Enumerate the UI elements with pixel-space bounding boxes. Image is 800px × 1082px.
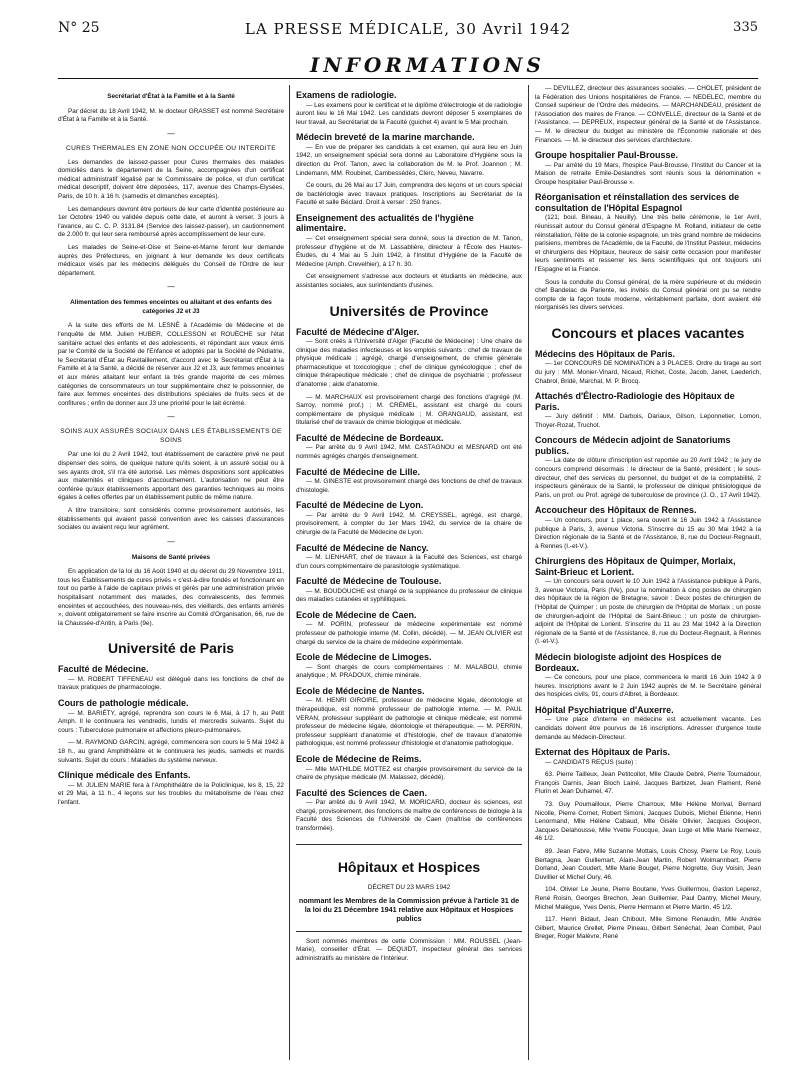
- banner-rule: [58, 78, 758, 79]
- entry-title: Cours de pathologie médicale.: [58, 698, 189, 709]
- entry-text: — Un concours sera ouvert le 10 Juin 1942 à l'Assistance publique à Paris, 3, avenue Victoria, Paris (IVe), pour la nomination à cinq postes de chirurgien des hôpitaux de la région de Bretagne, savoir : Deux postes de chirurgien de l'Hôpital de Quimper ; un poste de chirurgien de l'Hôpital de Morlaix ; un poste de chirurgien-adjoint de l'Hôpital de Saint-Brieuc ; un poste de chirurgien-adjoint de l'Hôpital de Lorient. S'inscrire du 11 au 23 Mai 1942 à la Direction régionale de la Santé et de l'Assistance, 8, rue du Docteur-Regnault, à Rennes (I.-et-V.).: [535, 578, 761, 646]
- entry-text: — Par arrêté du 9 Avril 1942, M. MORICARD, docteur ès sciences, est chargé, provisoirement, des fonctions de maître de conférences de biologie à la Faculté des Sciences de l'Université de Caen (maîtrise de conférences transformée).: [296, 799, 522, 832]
- decree-title: nommant les Membres de la Commission prévue à l'article 31 de la loi du 21 Décembre 1941 relative aux Hôpitaux et Hospices publics: [298, 895, 520, 923]
- decree-date: DÉCRET DU 23 MARS 1942: [367, 883, 451, 891]
- separator-dash: —: [167, 536, 175, 546]
- entry-text: — M. BARIÉTY, agrégé, reprendra son cours le 6 Mai, à 17 h, au Petit Amph. Il le continuera les vendredis, lundis et mercredis suivants. Sujet du cours : Tuberculose pulmonaire et affections pleuro-pulmonaires.: [58, 709, 284, 734]
- entry-title: Faculté de Médecine de Lyon.: [296, 500, 424, 511]
- list-item: 117. Henri Bidaut, Jean Chibout, Mlle Simone Renaudin, Mlle Andrée Gilbert, Maurice Grellet, Pierre Pineau, Gilbert Sénéchal, Jean Combet, Paul Breger, Roger Malèvre, René: [535, 916, 761, 941]
- entry-text: Ce cours, du 26 Mai au 17 Juin, comprendra des leçons et un cours spécial de bactériologie avec travaux pratiques. Inscriptions au Secrétariat de la Faculté et salle Béclard. Droit à verser : 250 francs.: [296, 182, 522, 207]
- notice-text: Les demandeurs devront être porteurs de leur carte d'identité postérieure au 1er Octobre 1940 ou validée depuis cette date, et auront à verser, 3 jours à l'avance, au C. C. P. 3131.84 (Service des laissez-passer), un cautionnement de 2.000 fr. qui leur sera remboursé après accomplissement de leur cure.: [58, 205, 284, 239]
- notice-text: Les demandes de laissez-passer pour Cures thermales des malades domiciliés dans le département de la Seine, accompagnées d'un certificat médical administratif légalisé par le Commissaire de police, et d'un certificat médical descriptif, doivent être déposées, 117, avenue des Champs-Elysées, Paris, de 10 h. à 16 h. (samedis et dimanches exceptés).: [58, 158, 284, 201]
- column-middle: [296, 85, 522, 1065]
- list-item: 73. Guy Poumailloux, Pierre Charroux, Mlle Hélène Morival, Bernard Nicolle, Pierre Cornet, Robert Simoni, Jacques Dubois, Michel Étienne, Henri Lenormand, Mlle Hélène Cabaud, Mlle Gisèle Olivier, Jacques Goujeon, Jacques Delahousse, Mlle Yvette Foucque, Jean Luge et Mlle Marie Nerneez, 46 1/2.: [535, 800, 761, 843]
- entry-title: Ecole de Médecine de Nantes.: [296, 685, 425, 696]
- entry-title: Groupe hospitalier Paul-Brousse.: [535, 150, 679, 161]
- section-heading: Université de Paris: [107, 640, 235, 657]
- entry-text: (121, boul. Bineau, à Neuilly). Une très belle cérémonie, le 1er Avril, réunissait autour du Consul général d'Espagne M. Rolland, initiateur de cette réinstallation, l'élite de la colonie espagnole, un très grand nombre de médecins parisiens, membres de l'Académie, de la Faculté, de l'Institut Pasteur, médecins et chirurgiens des Hôpitaux, heureux de saisir cette occasion pour manifester leurs sentiments et resserrer les liens scientifiques qui ont toujours uni l'Espagne et la France.: [535, 214, 761, 273]
- entry-text: — Jury définitif : MM. Darbois, Dariaux, Gilson, Leponnetier, Lomon, Thoyer-Rozat, Truchot.: [535, 413, 761, 429]
- notice-title: Secrétariat d'État à la Famille et à la Santé: [107, 93, 235, 100]
- section-banner: INFORMATIONS: [310, 53, 545, 77]
- entry-text: — M. BOUDOUCHE est chargé de la suppléance du professeur de clinique des maladies cutanées et syphilitiques.: [296, 587, 522, 604]
- entry-text: — M. MARCHAUX est provisoirement chargé des fonctions d'agrégé (M. Sarroy, nommé prof.) ; M. CRÉMEL, assistant est chargé du cours complémentaire de physique médicale ; M. GRANGAUD, assistant, est titularisé chef de travaux de chimie biologique et médicale.: [296, 393, 522, 427]
- entry-text: — En vue de préparer les candidats à cet examen, qui aura lieu en Juin 1942, un enseignement spécial sera donné au Laboratoire d'Hygiène sous la direction du Prof. Tanon, avec la collaboration de M. le Prof. Joannon ; M. Lindemann, MM. Roubinet, Cambessédès, Clerc, Neveu, Navarre.: [296, 143, 522, 177]
- entry-title: Faculté de Médecine de Lille.: [296, 466, 421, 477]
- entry-text: — Sont chargés de cours complémentaires : M. MALABOU, chimie analytique ; M. PRADOUX, chimie minérale.: [296, 663, 522, 680]
- entry-text: — Ce concours, pour une place, commencera le mardi 16 Juin 1942 à 9 heures. Inscriptions avant le 2 Juin 1942 auprès de M. le Secrétaire général des hospices civils, 91, cours d'Albret, à Bordeaux.: [535, 674, 761, 699]
- entry-title: Faculté des Sciences de Caen.: [296, 787, 428, 798]
- notice-text: A titre transitoire, sont considérés comme provisoirement autorisés, les établissements qui avaient passé convention avec les caisses d'assurances sociales ou avaient reçu leur agrément.: [58, 506, 284, 532]
- entry-title: Accoucheur des Hôpitaux de Rennes.: [535, 505, 697, 516]
- notice-text: Par décret du 18 Avril 1942, M. le docteur GRASSET est nommé Secrétaire d'État à la Famille et à la Santé.: [58, 107, 284, 124]
- notice-text: Par une loi du 2 Avril 1942, tout établissement de caractère privé ne peut dispenser des soins, de quelque nature qu'ils soient, à un assuré social ou à ses ayants droit, s'il n'a été autorisé. Les mêmes dispositions sont applicables aux maternités et cliniques d'accouchement. L'autorisation ne peut être conférée qu'aux établissements apportant des garanties techniques au moins égales à celles offertes par un établissement public de même nature.: [58, 451, 284, 502]
- entry-text: — Cet enseignement spécial sera donné, sous la direction de M. Tanon, professeur d'hygiène et de M. Lassablière, directeur à l'École des Hautes-Études, du 4 Mai au 5 Juin 1942, à l'Institut d'Hygiène de la Faculté de Médecine (Amph. Crevelhier), à 17 h. 30.: [296, 234, 522, 268]
- notice-title: Alimentation des femmes enceintes ou allaitant et des enfants des catégories J2 et J3: [70, 299, 272, 315]
- separator-dash: —: [167, 412, 175, 422]
- entry-text: — 1er CONCOURS DE NOMINATION à 3 PLACES. Ordre du tirage au sort du jury : MM. Monier-Vinard, Nicaud, Richet, Coste, Jacob, Janet, Laederich, Chabrol, Bridé, Marchal, M. P. Brocq.: [535, 360, 761, 385]
- entry-title: Médecin breveté de la marine marchande.: [296, 132, 475, 143]
- separator-dash: —: [167, 128, 175, 138]
- entry-text: — Les examens pour le certificat et le diplôme d'électrologie et de radiologie auront lieu le 16 Mai 1942. Les candidats devront déposer 5 exemplaires de leur travail, au Secrétariat de la Faculté (guichet 4) avant le 5 Mai prochain.: [296, 101, 522, 126]
- entry-text: Sous la conduite du Consul général, de la mère supérieure et du médecin chef Bandelac de Pariente, les invités du Consul général ont pu se rendre compte de la façon toute moderne, véritablement parfaite, dont avaient été réorganisés les divers services.: [535, 278, 761, 312]
- entry-text: — M. LIENHART, chef de travaux à la Faculté des Sciences, est chargé d'un cours complémentaire de parasitologie systématique.: [296, 554, 522, 570]
- entry-title: Attachés d'Électro-Radiologie des Hôpitaux de Paris.: [535, 391, 735, 412]
- entry-title: Enseignement des actualités de l'hygiène alimentaire.: [296, 212, 474, 234]
- entry-text: — CANDIDATS REÇUS (suite) :: [545, 758, 637, 766]
- entry-title: Ecole de Médecine de Limoges.: [296, 652, 432, 663]
- entry-title: Faculté de Médecine de Nancy.: [296, 542, 429, 553]
- entry-text: — Sont créés à l'Université d'Alger (Faculté de Médecine) : Une chaire de clinique des maladies infectieuses et les emplois suivants : chef de travaux de physique médicale ; agrégé, chargé d'enseignement, de chimie générale pharmaceutique et toxicologique ; chef de clinique gynécologique ; chef de clinique thérapeutique médicale ; chef de clinique de psychiatrie ; professeur d'anatomie ; aide d'anatomie.: [296, 338, 522, 388]
- list-item: 89. Jean Fabre, Mlle Suzanne Mottais, Louis Chosy, Pierre Le Roy, Louis Bertagna, Jean Guillemart, Alain-Jean Martin, Robert Wolmannbart, Pierre Dorland, Jean Coudert, Mlle Marie Bouget, Pierre Nogrette, Guy Voisin, Jean Duvillier et Michel Oury, 46.: [535, 847, 761, 881]
- notice-title: SOINS AUX ASSURÉS SOCIAUX DANS LES ÉTABLISSEMENTS DE SOINS: [60, 428, 282, 445]
- entry-title: Concours de Médecin adjoint de Sanatoriums publics.: [535, 435, 731, 456]
- section-heading: Hôpitaux et Hospices: [337, 858, 481, 875]
- entry-text: — Par arrêté du 19 Mars, l'hospice Paul-Brousse, l'Institut du Cancer et la Maison de retraite Emile-Deslandres sont réunis sous la dénomination « Groupe hospitalier Paul-Brousse ».: [535, 161, 761, 186]
- entry-title: Chirurgiens des Hôpitaux de Quimper, Morlaix, Saint-Brieuc et Lorient.: [535, 556, 736, 577]
- entry-title: Faculté de Médecine de Bordeaux.: [296, 432, 444, 443]
- separator-dash: —: [167, 282, 175, 292]
- entry-title: Examens de radiologie.: [296, 90, 397, 100]
- entry-title: Ecole de Médecine de Caen.: [296, 609, 417, 620]
- entry-text: — Une place d'interne en médecine est actuellement vacante. Les candidats doivent être pourvus de 16 inscriptions. Adresser d'urgence toute demande au Médecin-Directeur.: [535, 716, 761, 741]
- entry-title: Externat des Hôpitaux de Paris.: [535, 747, 671, 758]
- column-right: [535, 85, 761, 1065]
- entry-text: — M. RAYMOND GARCIN, agrégé, commencera son cours le 5 Mai 1942 à 18 h., au grand Amphithéâtre et le continuera les jeudis, samedis et mardis suivants. Sujet du cours : Maladies du système nerveux.: [58, 739, 284, 764]
- hospitals-box: [296, 844, 522, 932]
- entry-text: — La date de clôture d'inscription est reportée au 20 Avril 1942 ; le jury de concours comprend désormais : le directeur de la Santé, président ; le sous-directeur, chef des services du personnel, du budget et de la comptabilité, 2 inspecteurs généraux de la Santé, le professeur de clinique phtisiologique de Paris, un prof. ou Prof. agrégé de tuberculose de province (J. O., 17 Avril 1942).: [535, 457, 761, 499]
- page-number: 335: [733, 20, 758, 35]
- list-item: 104. Olivier Le Jeune, Pierre Boutarie, Yves Guillermou, Gaston Leperez, René Roisin, Georges Brechon, Jean Guillemier, Paul Dantry, Michel Meury, Michel Malègue, Yves Denis, Pierre Hermann et Pierre Martin, 45 1/2.: [535, 886, 761, 911]
- notice-title: Maisons de Santé privées: [131, 553, 211, 561]
- entry-text: Cet enseignement s'adresse aux docteurs et étudiants en médecine, aux assistantes sociales, aux surintendants d'usines.: [296, 273, 522, 289]
- entry-title: Ecole de Médecine de Reims.: [296, 754, 422, 764]
- column-divider: [289, 85, 290, 1060]
- entry-text: Sont nommés membres de cette Commission : MM. ROUSSEL (Jean-Marie), conseiller d'État. — DEQUIDT, inspecteur général des services administratifs au ministère de l'Intérieur.: [296, 937, 522, 962]
- issue-number: N° 25: [58, 20, 100, 36]
- entry-title: Médecin biologiste adjoint des Hospices de Bordeaux.: [535, 652, 722, 673]
- list-item: 63. Pierre Tailleux, Jean Petitcollot, Mlle Claude Debré, Pierre Tournadour, François Darnis, Jean Bloch Lainé, Jacques Barbizet, Jean Flament, René Flurin et Jean Duhamel, 47.: [535, 771, 761, 796]
- entry-title: Faculté de Médecine.: [58, 664, 149, 675]
- entry-text: — M. PORIN, professeur de médecine expérimentale est nommé professeur de pathologie interne (M. Collin, décédé). — M. JEAN OLIVIER est chargé du service de la chaire de médecine expérimentale.: [296, 621, 522, 646]
- entry-text: — M. GINESTE est provisoirement chargé des fonctions de chef de travaux d'histologie.: [296, 478, 522, 494]
- entry-text: — DEVILLEZ, directeur des assurances sociales. — CHOLET, président de la Fédération des Unions hospitalières de France. — NEDELEC, membre du Conseil supérieur de l'Ordre des médecins. — MARCHANDEAU, président de l'Association des maires de France. — CONVELLE, directeur de la Santé et de l'Assistance. — DEPREUX, inspecteur général de la Santé et de l'Assistance. — M. le directeur du budget au ministère de l'Économie nationale et des Finances. — M. le directeur des services d'architecture.: [535, 85, 761, 144]
- journal-title: [58, 20, 758, 38]
- entry-title: Médecins des Hôpitaux de Paris.: [535, 348, 676, 359]
- entry-title: Hôpital Psychiatrique d'Auxerre.: [535, 704, 674, 715]
- entry-title: Faculté de Médecine de Toulouse.: [296, 576, 442, 587]
- issue-date: 30 Avril 1942: [455, 20, 572, 38]
- entry-text: — M. ROBERT TIFFENEAU est délégué dans les fonctions de chef de travaux pratiques de pharmacologie.: [58, 675, 284, 692]
- section-heading: Universités de Province: [329, 302, 489, 319]
- entry-title: Clinique médicale des Enfants.: [58, 770, 191, 781]
- entry-title: Réorganisation et réinstallation des services de consultation de l'Hôpital Espagnol: [535, 192, 740, 213]
- column-divider: [528, 85, 529, 1060]
- column-left: [58, 85, 284, 1065]
- entry-text: — Un concours, pour 1 place, sera ouvert le 16 Juin 1942 à l'Assistance publique à Paris, 3, avenue Victoria. S'inscrire du 15 au 30 Mai 1942 à la Direction régionale de la Santé et de l'Assistance, 8, rue du Docteur-Regnault, à Rennes (I.-et-V.).: [535, 516, 761, 550]
- notice-text: En application de la loi du 16 Août 1940 et du décret du 29 Novembre 1911, tous les Établissements de cures privés « c'est-à-dire fondés et fonctionnant en tout ou partie à l'aide de capitaux privés et gérés par une administration privée hospitalisant notamment des malades, des convalescents, des femmes enceintes et accouchées, des nouveau-nés, des vieillards, des enfants arriérés », doivent obligatoirement se faire inscrire au Comité d'Organisation, 66, rue de la Chaussée-d'Antin, à Paris (9e).: [58, 568, 284, 627]
- journal-name: LA PRESSE MÉDICALE,: [244, 20, 451, 38]
- entry-title: Faculté de Médecine d'Alger.: [296, 326, 420, 337]
- entry-text: — Par arrêté du 9 Avril 1942, MM. CASTAGNOU et MESNARD ont été nommés agrégés chargés d'enseignement.: [296, 444, 522, 461]
- entry-text: — M. HENRI GIROIRE, professeur de médecine légale, déontologie et thérapeutique, est nommé professeur de pathologie interne. — M. PAUL VERAN, professeur suppléant de pathologie et clinique médicale, est nommé professeur de médecine légale, déontologie et thérapeutique. — M. PERRIN, professeur suppléant d'anatomie et d'histologie, chef de travaux d'anatomie pathologique, est nommé professeur d'histologie et d'anatomie pathologique.: [296, 697, 522, 748]
- notice-title: CURES THERMALES EN ZONE NON OCCUPÉE OU INTERDITE: [66, 144, 276, 152]
- entry-text: — Par arrêté du 9 Avril 1942, M. CREYSSEL, agrégé, est chargé, provisoirement, à compter du 1er Mars 1942, du service de la chaire de chirurgie de la Faculté de Médecine de Lyon.: [296, 511, 522, 536]
- entry-text: — Mlle MATHILDE MOTTEZ est chargée provisoirement du service de la chaire de physique médicale (M. Malassez, décédé).: [296, 765, 522, 782]
- page-header: [58, 20, 758, 40]
- notice-text: A la suite des efforts de M. LESNÉ à l'Académie de Médecine et de l'enquête de MM. Julien HUBER, COLLESSON et ROUÈCHE sur l'état sanitaire actuel des enfants et des adolescents, et répondant aux vœux émis par le Comité de la Société de l'Enfance et adoptés par la Société de Pédiatrie, le Secrétariat d'État au Ravitaillement, d'accord avec le Secrétariat d'État à la Famille et à la Santé, a décidé de réserver aux J2 et J3, aux femmes enceintes et aux mères allaitant leur enfant la très grande majorité de ces mêmes catégories de consommateurs un tour supplémentaire chez le poissonnier, de faire aux femmes enceintes des distributions spéciales de fruits secs et de confitures ; enfin de donner aux J3 une priorité pour le lait écrémé.: [58, 322, 284, 407]
- entry-text: — M. JULIEN MARIE fera à l'Amphithéâtre de la Policlinique, les 8, 15, 22 et 29 Mai, à 11 h., 4 leçons sur les troubles du métabolisme de l'eau chez l'enfant.: [58, 781, 284, 806]
- notice-text: Les malades de Seine-et-Oise et Seine-et-Marne feront leur demande auprès des Préfectures, en joignant à leur demande les deux certificats médicaux visés par les médecins délégués du Conseil de l'Ordre de leur département.: [58, 244, 284, 277]
- section-heading: Concours et places vacantes: [551, 324, 745, 341]
